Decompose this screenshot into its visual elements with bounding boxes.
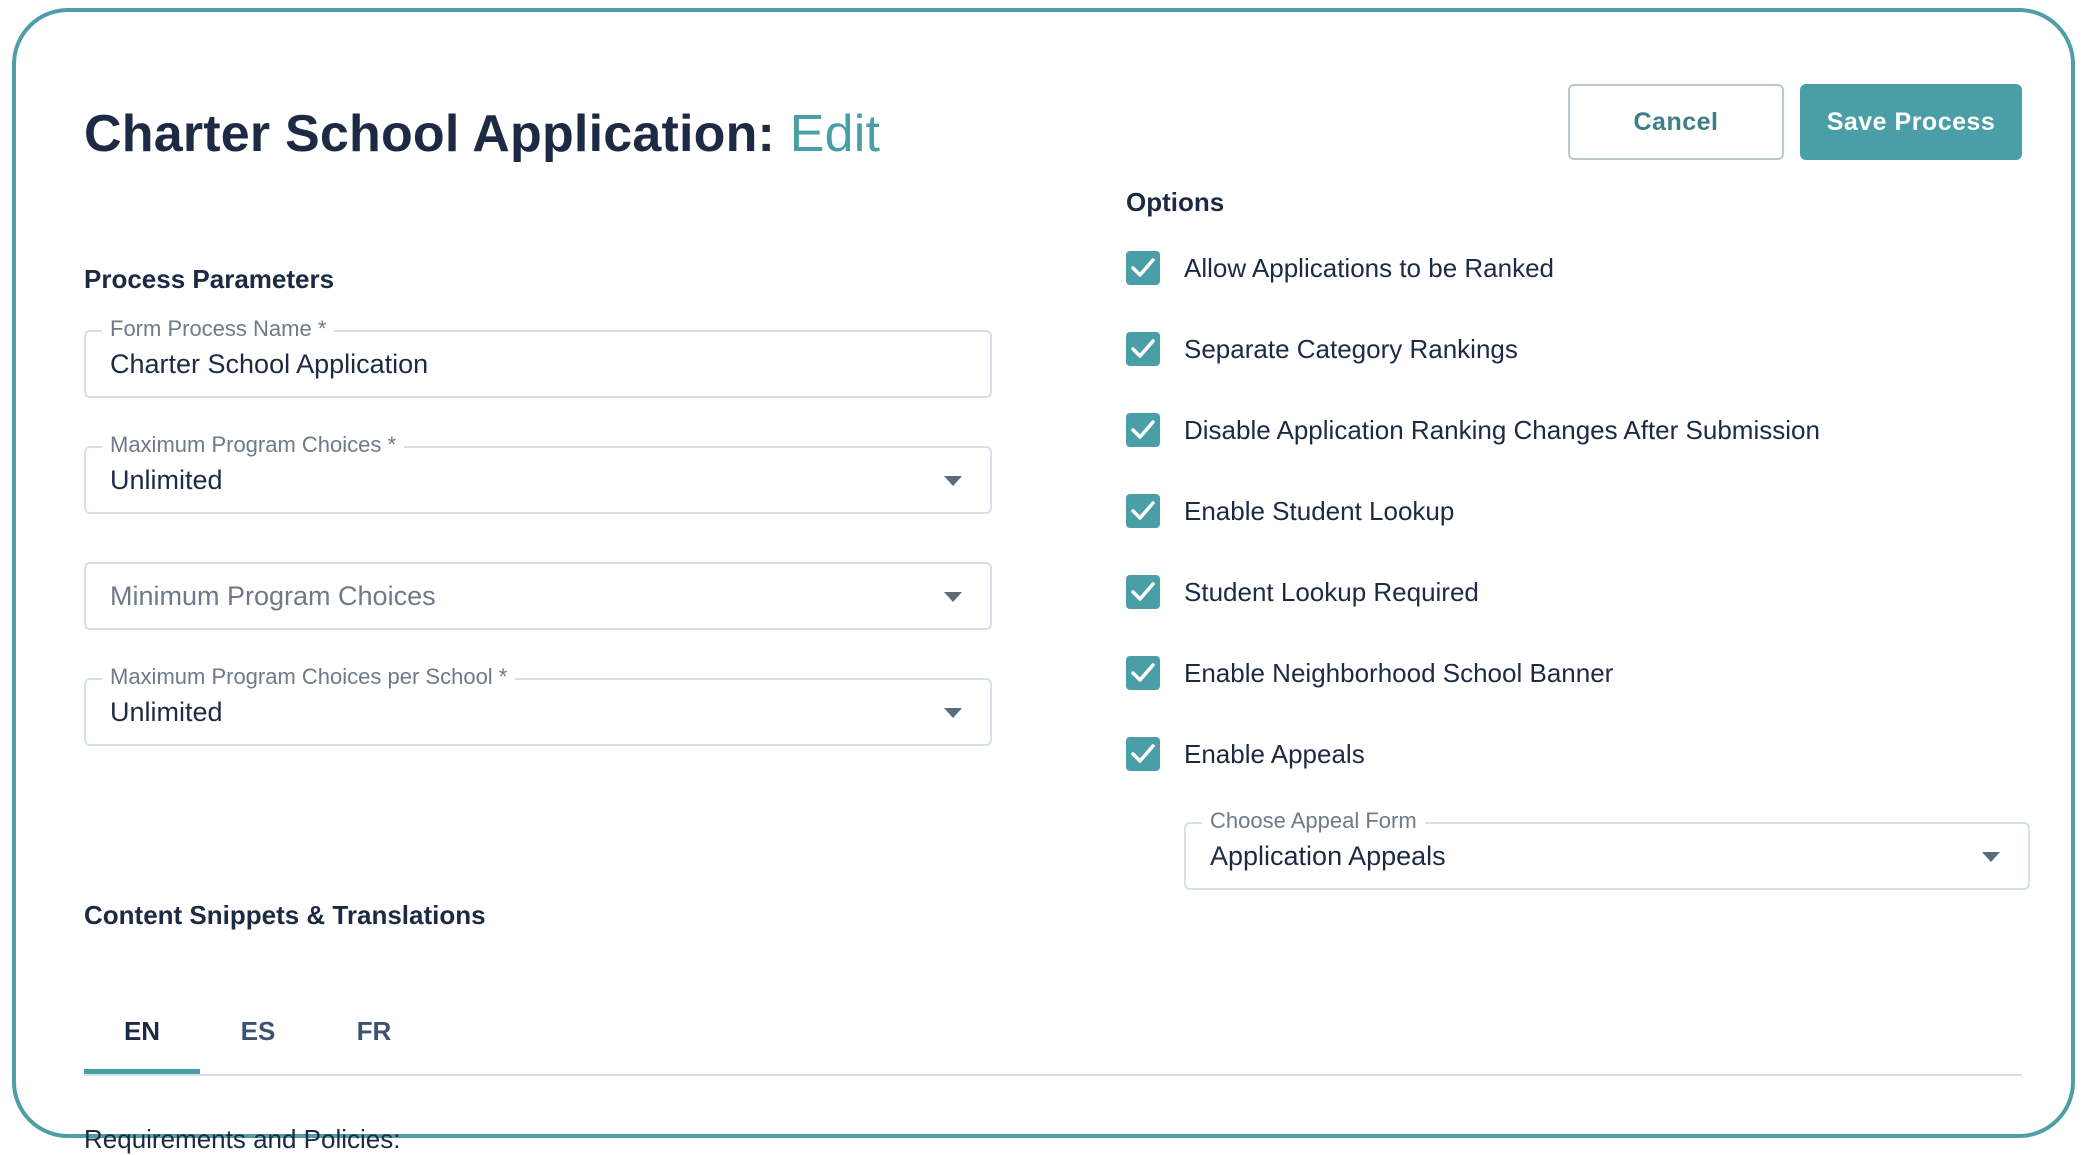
option-label: Separate Category Rankings bbox=[1184, 333, 1518, 364]
minimum-program-choices-placeholder: Minimum Program Choices bbox=[110, 581, 436, 611]
dropdown-caret-icon[interactable] bbox=[944, 592, 962, 602]
choose-appeal-form-label: Choose Appeal Form bbox=[1202, 808, 1425, 834]
checkbox-checked-icon[interactable] bbox=[1126, 737, 1160, 771]
option-enable-appeals[interactable] bbox=[1126, 736, 1365, 772]
choose-appeal-form-select[interactable] bbox=[1184, 808, 2030, 890]
tab-es[interactable]: ES bbox=[240, 1016, 276, 1046]
maximum-program-choices-select[interactable] bbox=[84, 432, 992, 514]
maximum-program-choices-per-school-label: Maximum Program Choices per School * bbox=[102, 664, 515, 690]
option-enable-neighborhood-banner[interactable] bbox=[1126, 655, 1613, 691]
option-label: Student Lookup Required bbox=[1184, 576, 1479, 607]
choose-appeal-form-value: Application Appeals bbox=[1210, 841, 1446, 871]
process-parameters-heading: Process Parameters bbox=[84, 264, 335, 294]
option-label: Enable Appeals bbox=[1184, 738, 1365, 769]
page-title-mode: Edit bbox=[789, 105, 881, 163]
checkbox-checked-icon[interactable] bbox=[1126, 413, 1160, 447]
option-label: Disable Application Ranking Changes After Submission bbox=[1184, 414, 1820, 445]
option-label: Allow Applications to be Ranked bbox=[1184, 252, 1555, 283]
option-student-lookup-required[interactable] bbox=[1126, 574, 1479, 610]
save-process-button[interactable]: Save Process bbox=[1800, 84, 2022, 160]
option-enable-student-lookup[interactable] bbox=[1126, 493, 1454, 529]
page-title bbox=[84, 104, 880, 164]
form-process-name-label: Form Process Name * bbox=[102, 316, 334, 342]
checkbox-checked-icon[interactable] bbox=[1126, 494, 1160, 528]
option-label: Enable Student Lookup bbox=[1184, 495, 1455, 526]
options-heading: Options bbox=[1126, 187, 1225, 217]
maximum-program-choices-per-school-select[interactable] bbox=[84, 664, 992, 746]
language-tabs bbox=[84, 1002, 2022, 1076]
maximum-program-choices-label: Maximum Program Choices * bbox=[102, 432, 404, 458]
maximum-program-choices-per-school-value: Unlimited bbox=[110, 697, 223, 727]
checkbox-checked-icon[interactable] bbox=[1126, 332, 1160, 366]
content-snippets-heading: Content Snippets & Translations bbox=[84, 900, 486, 930]
option-disable-ranking-changes[interactable] bbox=[1126, 412, 1820, 448]
option-separate-category-rankings[interactable] bbox=[1126, 331, 1518, 367]
tab-fr[interactable]: FR bbox=[356, 1016, 392, 1046]
checkbox-checked-icon[interactable] bbox=[1126, 656, 1160, 690]
option-label: Enable Neighborhood School Banner bbox=[1184, 657, 1614, 688]
page-title-main: Charter School Application: bbox=[84, 105, 776, 163]
requirements-and-policies-label: Requirements and Policies: bbox=[84, 1124, 401, 1154]
edit-process-card bbox=[12, 8, 2075, 1154]
maximum-program-choices-value: Unlimited bbox=[110, 465, 223, 495]
form-process-name-field[interactable] bbox=[84, 316, 992, 398]
cancel-button[interactable]: Cancel bbox=[1568, 84, 1784, 160]
checkbox-checked-icon[interactable] bbox=[1126, 575, 1160, 609]
dropdown-caret-icon[interactable] bbox=[944, 476, 962, 486]
form-process-name-value[interactable]: Charter School Application bbox=[110, 349, 429, 379]
dropdown-caret-icon[interactable] bbox=[944, 708, 962, 718]
tab-en[interactable]: EN bbox=[84, 1002, 200, 1074]
checkbox-checked-icon[interactable] bbox=[1126, 251, 1160, 285]
dropdown-caret-icon[interactable] bbox=[1982, 852, 2000, 862]
minimum-program-choices-select[interactable] bbox=[84, 562, 992, 630]
option-allow-ranking[interactable] bbox=[1126, 250, 1554, 286]
